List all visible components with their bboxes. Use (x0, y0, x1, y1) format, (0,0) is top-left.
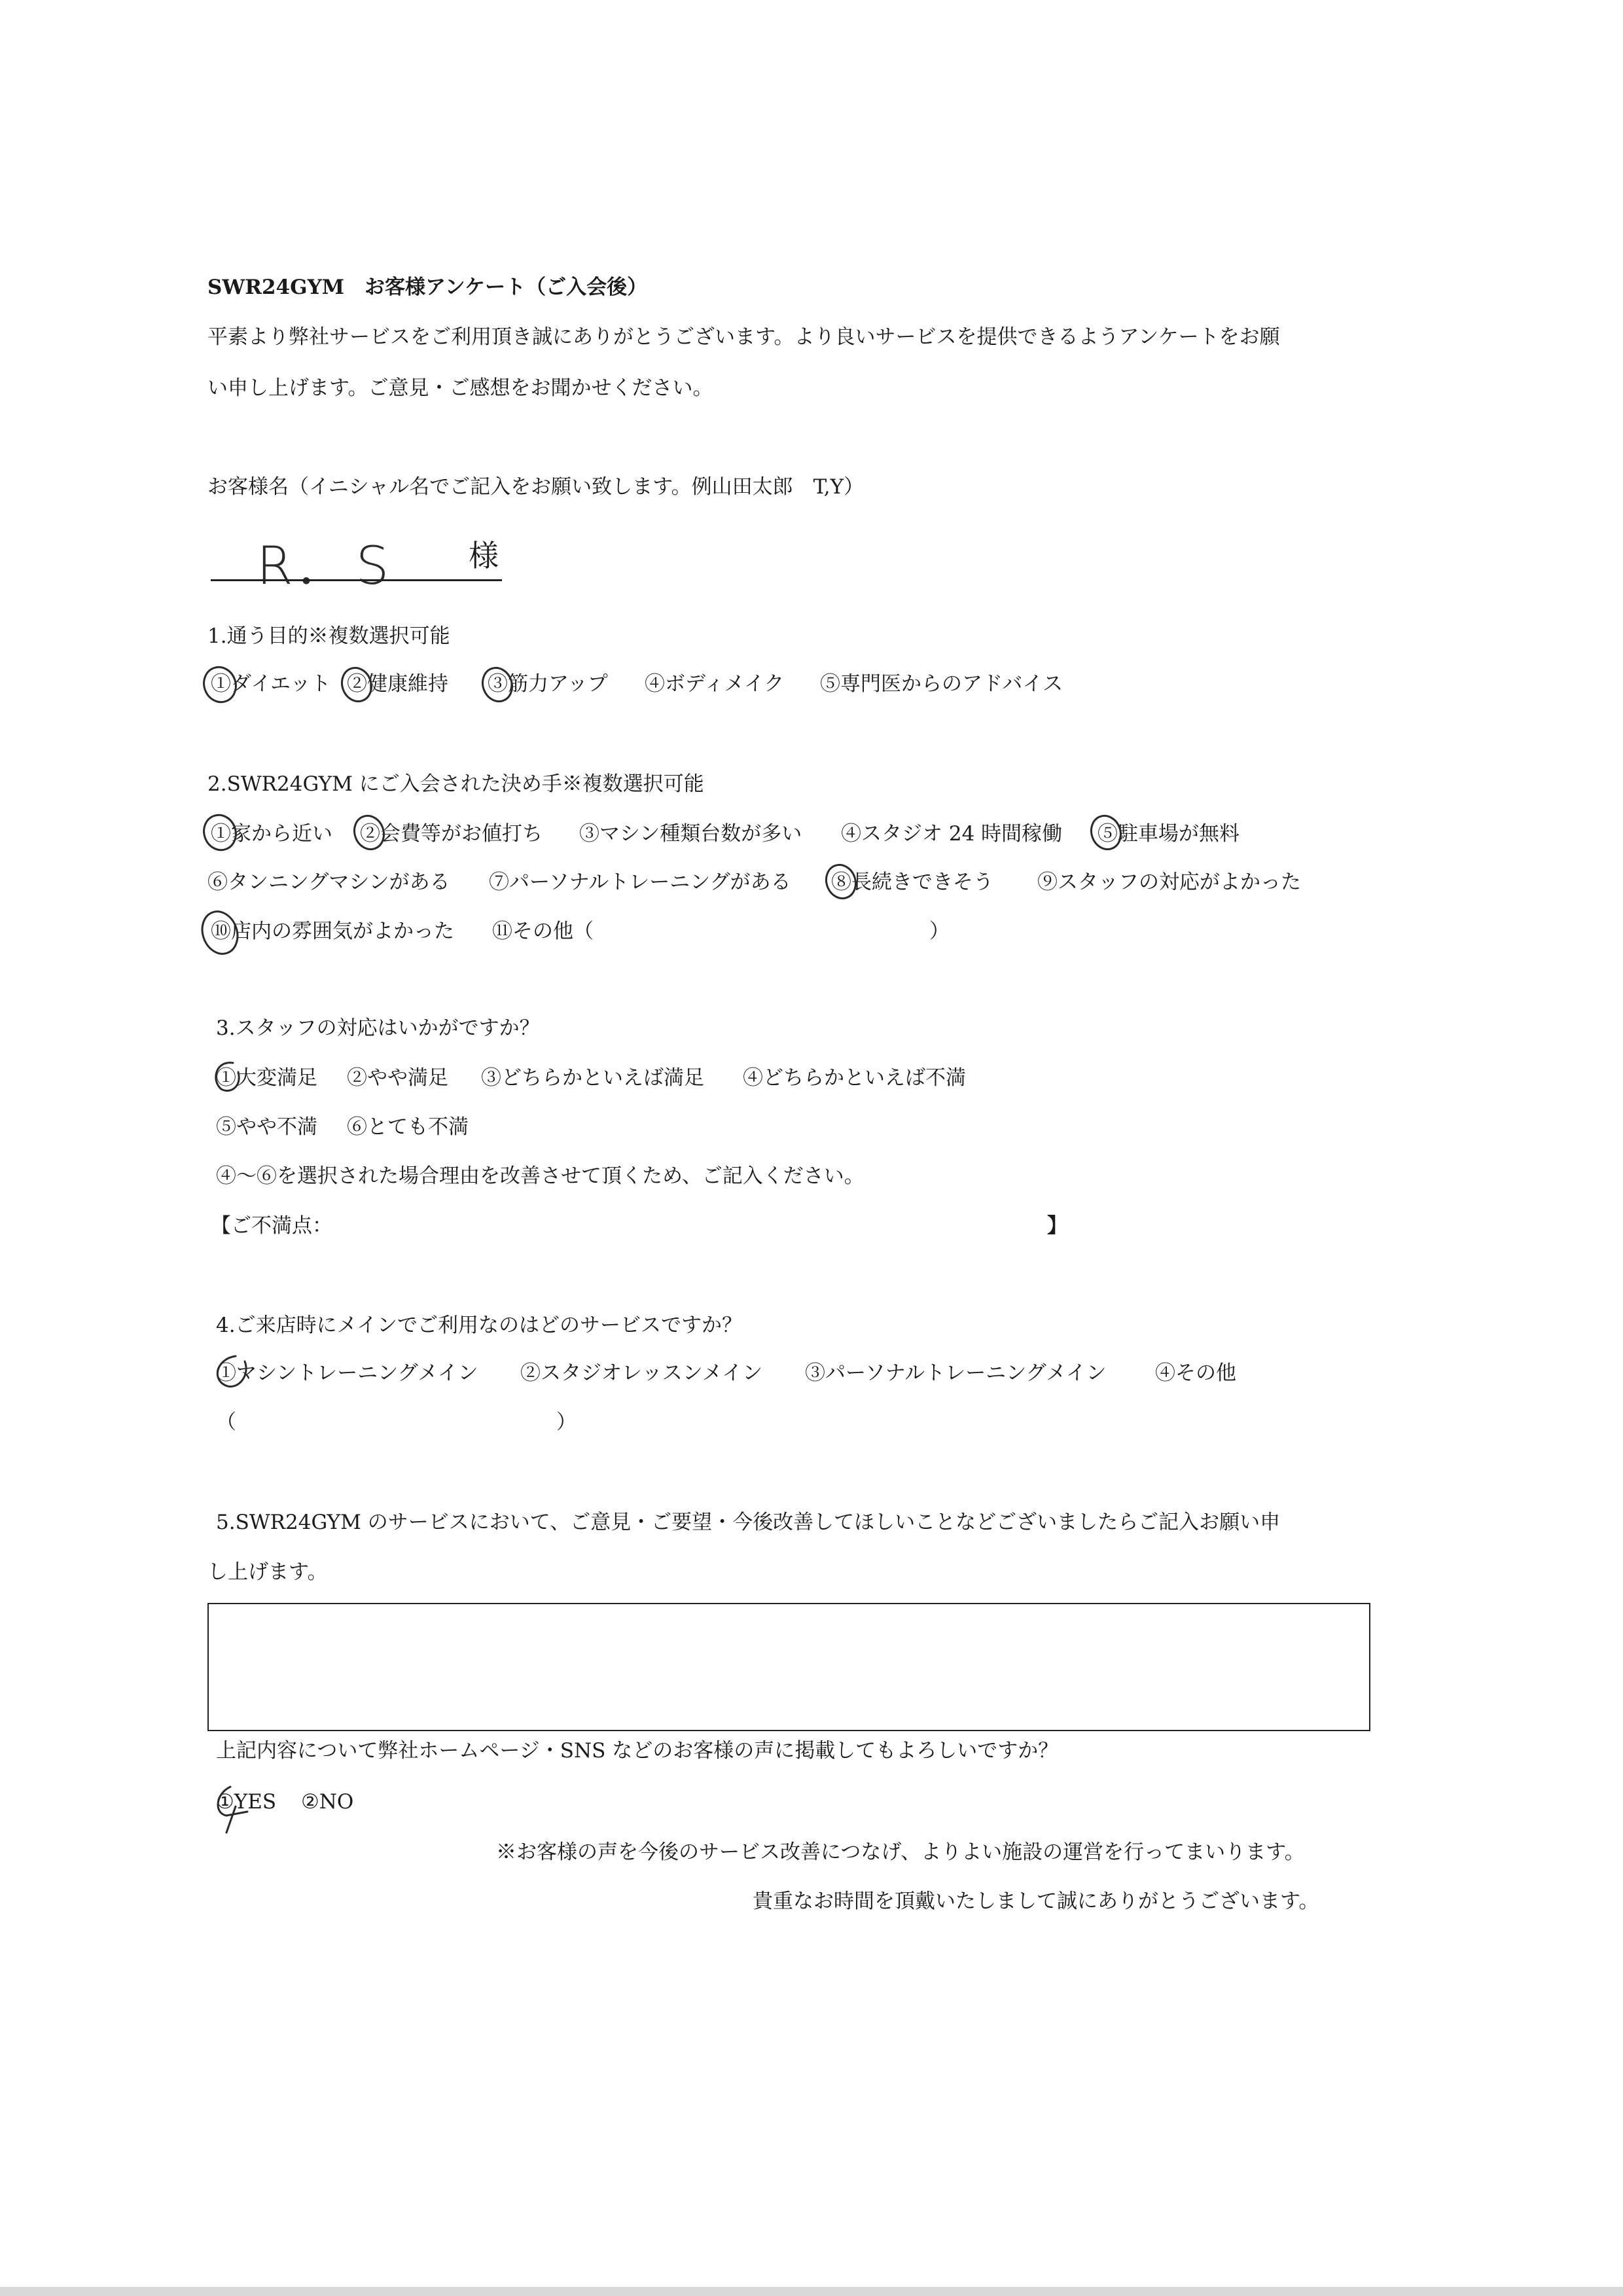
footer-thanks: 貴重なお時間を頂戴いたしまして誠にありがとうございます。 (753, 1890, 1319, 1913)
handwritten-customer-name: R．S (257, 535, 395, 596)
q2-option-other[interactable]: ⑪その他（ (492, 920, 594, 943)
q2-option-tanning[interactable]: ⑥タンニングマシンがある (207, 870, 450, 894)
q3-question: 3.スタッフの対応はいかがですか？ (216, 1016, 540, 1040)
footer-note: ※お客様の声を今後のサービス改善につなげ、よりよい施設の運営を行ってまいります。 (496, 1840, 1305, 1864)
q3-option-rather-dissatisfied[interactable]: ④どちらかといえば不満 (743, 1066, 966, 1090)
scan-bottom-edge (0, 2287, 1623, 2296)
q1-option-bodymake[interactable]: ④ボディメイク (645, 672, 785, 696)
q2-option-free-parking[interactable]: ⑤駐車場が無料 (1097, 822, 1240, 846)
customer-name-label: お客様名（イニシャル名でご記入をお願い致します。例山田太郎 T,Y） (207, 475, 865, 499)
q2-option-studio-24h[interactable]: ④スタジオ 24 時間稼働 (841, 822, 1063, 846)
q4-option-machine[interactable]: ①マシントレーニングメイン (216, 1361, 478, 1385)
q3-note: ④～⑥を選択された場合理由を改善させて頂くため、ご記入ください。 (216, 1164, 865, 1188)
q1-option-muscle[interactable]: ③筋力アップ (488, 672, 608, 696)
q1-option-diet[interactable]: ①ダイエット (211, 672, 331, 696)
q4-other-close-paren: ） (556, 1410, 577, 1434)
q4-question: 4.ご来店時にメインでご利用なのはどのサービスですか？ (216, 1314, 742, 1337)
q5-question-line2: し上げます。 (207, 1560, 328, 1584)
publish-option-no[interactable]: ②NO (301, 1790, 354, 1814)
q2-option-sustainable[interactable]: ⑧長続きできそう (831, 870, 993, 894)
q3-complaint-close: 】 (1047, 1214, 1067, 1238)
q3-option-rather-satisfied[interactable]: ③どちらかといえば満足 (481, 1066, 704, 1090)
intro-text-line2: い申し上げます。ご意見・ご感想をお聞かせください。 (207, 376, 713, 400)
q2-other-close-paren: ） (929, 920, 950, 943)
q5-answer-box[interactable] (207, 1603, 1370, 1731)
q2-option-good-fee[interactable]: ②会費等がお値打ち (360, 822, 543, 846)
publish-question: 上記内容について弊社ホームページ・SNS などのお客様の声に掲載してもよろしいですか？ (216, 1739, 1059, 1763)
customer-suffix[interactable]: 様 (469, 538, 499, 573)
q3-option-somewhat-dissatisfied[interactable]: ⑤やや不満 (216, 1115, 317, 1139)
publish-option-yes[interactable]: ①YES (216, 1790, 277, 1814)
name-underline (211, 579, 502, 581)
q2-question: 2.SWR24GYM にご入会された決め手※複数選択可能 (207, 772, 704, 796)
q1-question: 1.通う目的※複数選択可能 (207, 624, 450, 648)
q1-option-health[interactable]: ②健康維持 (347, 672, 448, 696)
q3-option-very-dissatisfied[interactable]: ⑥とても不満 (347, 1115, 469, 1139)
q4-option-other[interactable]: ④その他 (1155, 1361, 1236, 1385)
q3-option-very-satisfied[interactable]: ①大変満足 (216, 1066, 317, 1090)
survey-title: SWR24GYM お客様アンケート（ご入会後） (207, 276, 648, 299)
q1-option-doctor-advice[interactable]: ⑤専門医からのアドバイス (820, 672, 1063, 696)
q2-option-many-machines[interactable]: ③マシン種類台数が多い (579, 822, 802, 846)
q3-complaint-label: 【ご不満点： (211, 1214, 332, 1238)
q4-option-studio[interactable]: ②スタジオレッスンメイン (520, 1361, 763, 1385)
intro-text-line1: 平素より弊社サービスをご利用頂き誠にありがとうございます。より良いサービスを提供できるようアンケートをお願 (207, 325, 1280, 349)
q2-option-staff[interactable]: ⑨スタッフの対応がよかった (1037, 870, 1301, 894)
q2-option-atmosphere[interactable]: ⑩店内の雰囲気がよかった (211, 920, 454, 943)
q4-other-open-paren: （ (216, 1410, 236, 1434)
q2-option-near-home[interactable]: ①家から近い (211, 822, 332, 846)
q3-option-somewhat-satisfied[interactable]: ②やや満足 (347, 1066, 448, 1090)
q5-question-line1: 5.SWR24GYM のサービスにおいて、ご意見・ご要望・今後改善してほしいことなどございましたらご記入お願い申 (216, 1511, 1281, 1534)
q2-option-personal-training[interactable]: ⑦パーソナルトレーニングがある (489, 870, 791, 894)
q4-option-personal[interactable]: ③パーソナルトレーニングメイン (805, 1361, 1107, 1385)
